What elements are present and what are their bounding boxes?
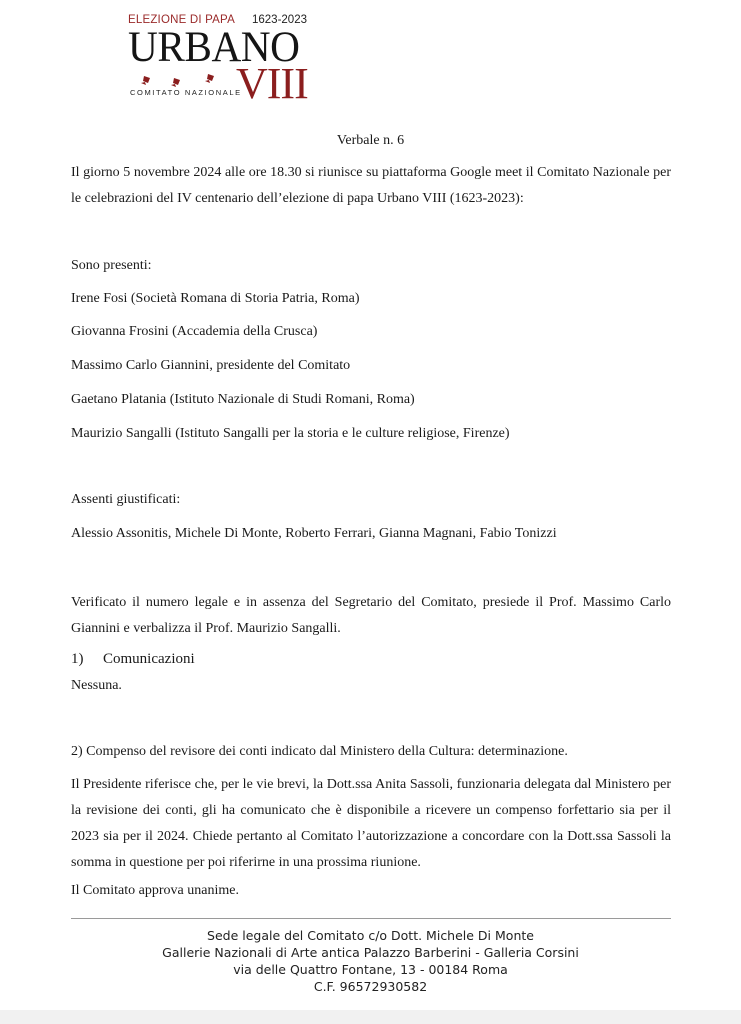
verification-paragraph: Verificato il numero legale e in assenza del Segretario del Comitato, presiede il Prof. Massimo Carlo Giannini e verbalizza il Prof. Maurizio Sangalli. — [71, 595, 671, 636]
viewer-bottom-strip — [0, 1010, 741, 1024]
footer — [0, 927, 741, 995]
logo-subtitle: COMITATO NAZIONALE — [130, 88, 242, 97]
barberini-bees-icon — [138, 70, 228, 90]
intro-paragraph: Il giorno 5 novembre 2024 alle ore 18.30 si riunisce su piattaforma Google meet il Comitato Nazionale per le celebrazioni del IV centenario dell’elezione di papa Urbano VIII (1623-2023): — [71, 165, 671, 206]
present-member: Gaetano Platania (Istituto Nazionale di Studi Romani, Roma) — [71, 392, 415, 407]
item1-body: Nessuna. — [71, 678, 122, 693]
footer-line: Gallerie Nazionali di Arte antica Palazzo Barberini - Galleria Corsini — [162, 945, 579, 960]
footer-divider — [71, 918, 671, 919]
logo-roman-numeral: VIII — [236, 59, 308, 108]
item1-number: 1) — [71, 651, 84, 667]
present-member: Irene Fosi (Società Romana di Storia Patria, Roma) — [71, 291, 360, 306]
logo-name: URBANO — [128, 24, 300, 71]
footer-line: Sede legale del Comitato c/o Dott. Michele Di Monte — [207, 928, 534, 943]
urbano-viii-logo — [128, 12, 318, 108]
document-title: Verbale n. 6 — [336, 133, 405, 148]
absent-heading: Assenti giustificati: — [71, 492, 181, 507]
absent-members: Alessio Assonitis, Michele Di Monte, Roberto Ferrari, Gianna Magnani, Fabio Tonizzi — [71, 526, 557, 541]
item2-body: Il Presidente riferisce che, per le vie brevi, la Dott.ssa Anita Sassoli, funzionaria delegata dal Ministero per la revisione dei conti, gli ha comunicato che è disponibile a ricevere un compenso forfettario sia per il 2023 sia per il 2024. Chiede pertanto al Comitato l’autorizzazione a concordare con la Dott.ssa Sassoli la somma in questione per poi riferirne in una prossima riunione. — [71, 777, 671, 870]
item1-title: Comunicazioni — [103, 651, 195, 667]
footer-line: C.F. 96572930582 — [313, 979, 428, 994]
item2-heading: 2) Compenso del revisore dei conti indicato dal Ministero della Cultura: determinazione. — [71, 744, 568, 759]
present-member: Maurizio Sangalli (Istituto Sangalli per la storia e le culture religiose, Firenze) — [71, 426, 510, 441]
present-heading: Sono presenti: — [71, 258, 152, 273]
logo-superscript: ELEZIONE DI PAPA — [128, 14, 235, 26]
footer-line: via delle Quattro Fontane, 13 - 00184 Roma — [233, 962, 508, 977]
present-member: Giovanna Frosini (Accademia della Crusca) — [71, 324, 318, 339]
logo-years: 1623-2023 — [252, 14, 307, 26]
present-member: Massimo Carlo Giannini, presidente del Comitato — [71, 358, 351, 373]
item2-approval: Il Comitato approva unanime. — [71, 883, 239, 898]
item1-heading — [71, 651, 195, 668]
